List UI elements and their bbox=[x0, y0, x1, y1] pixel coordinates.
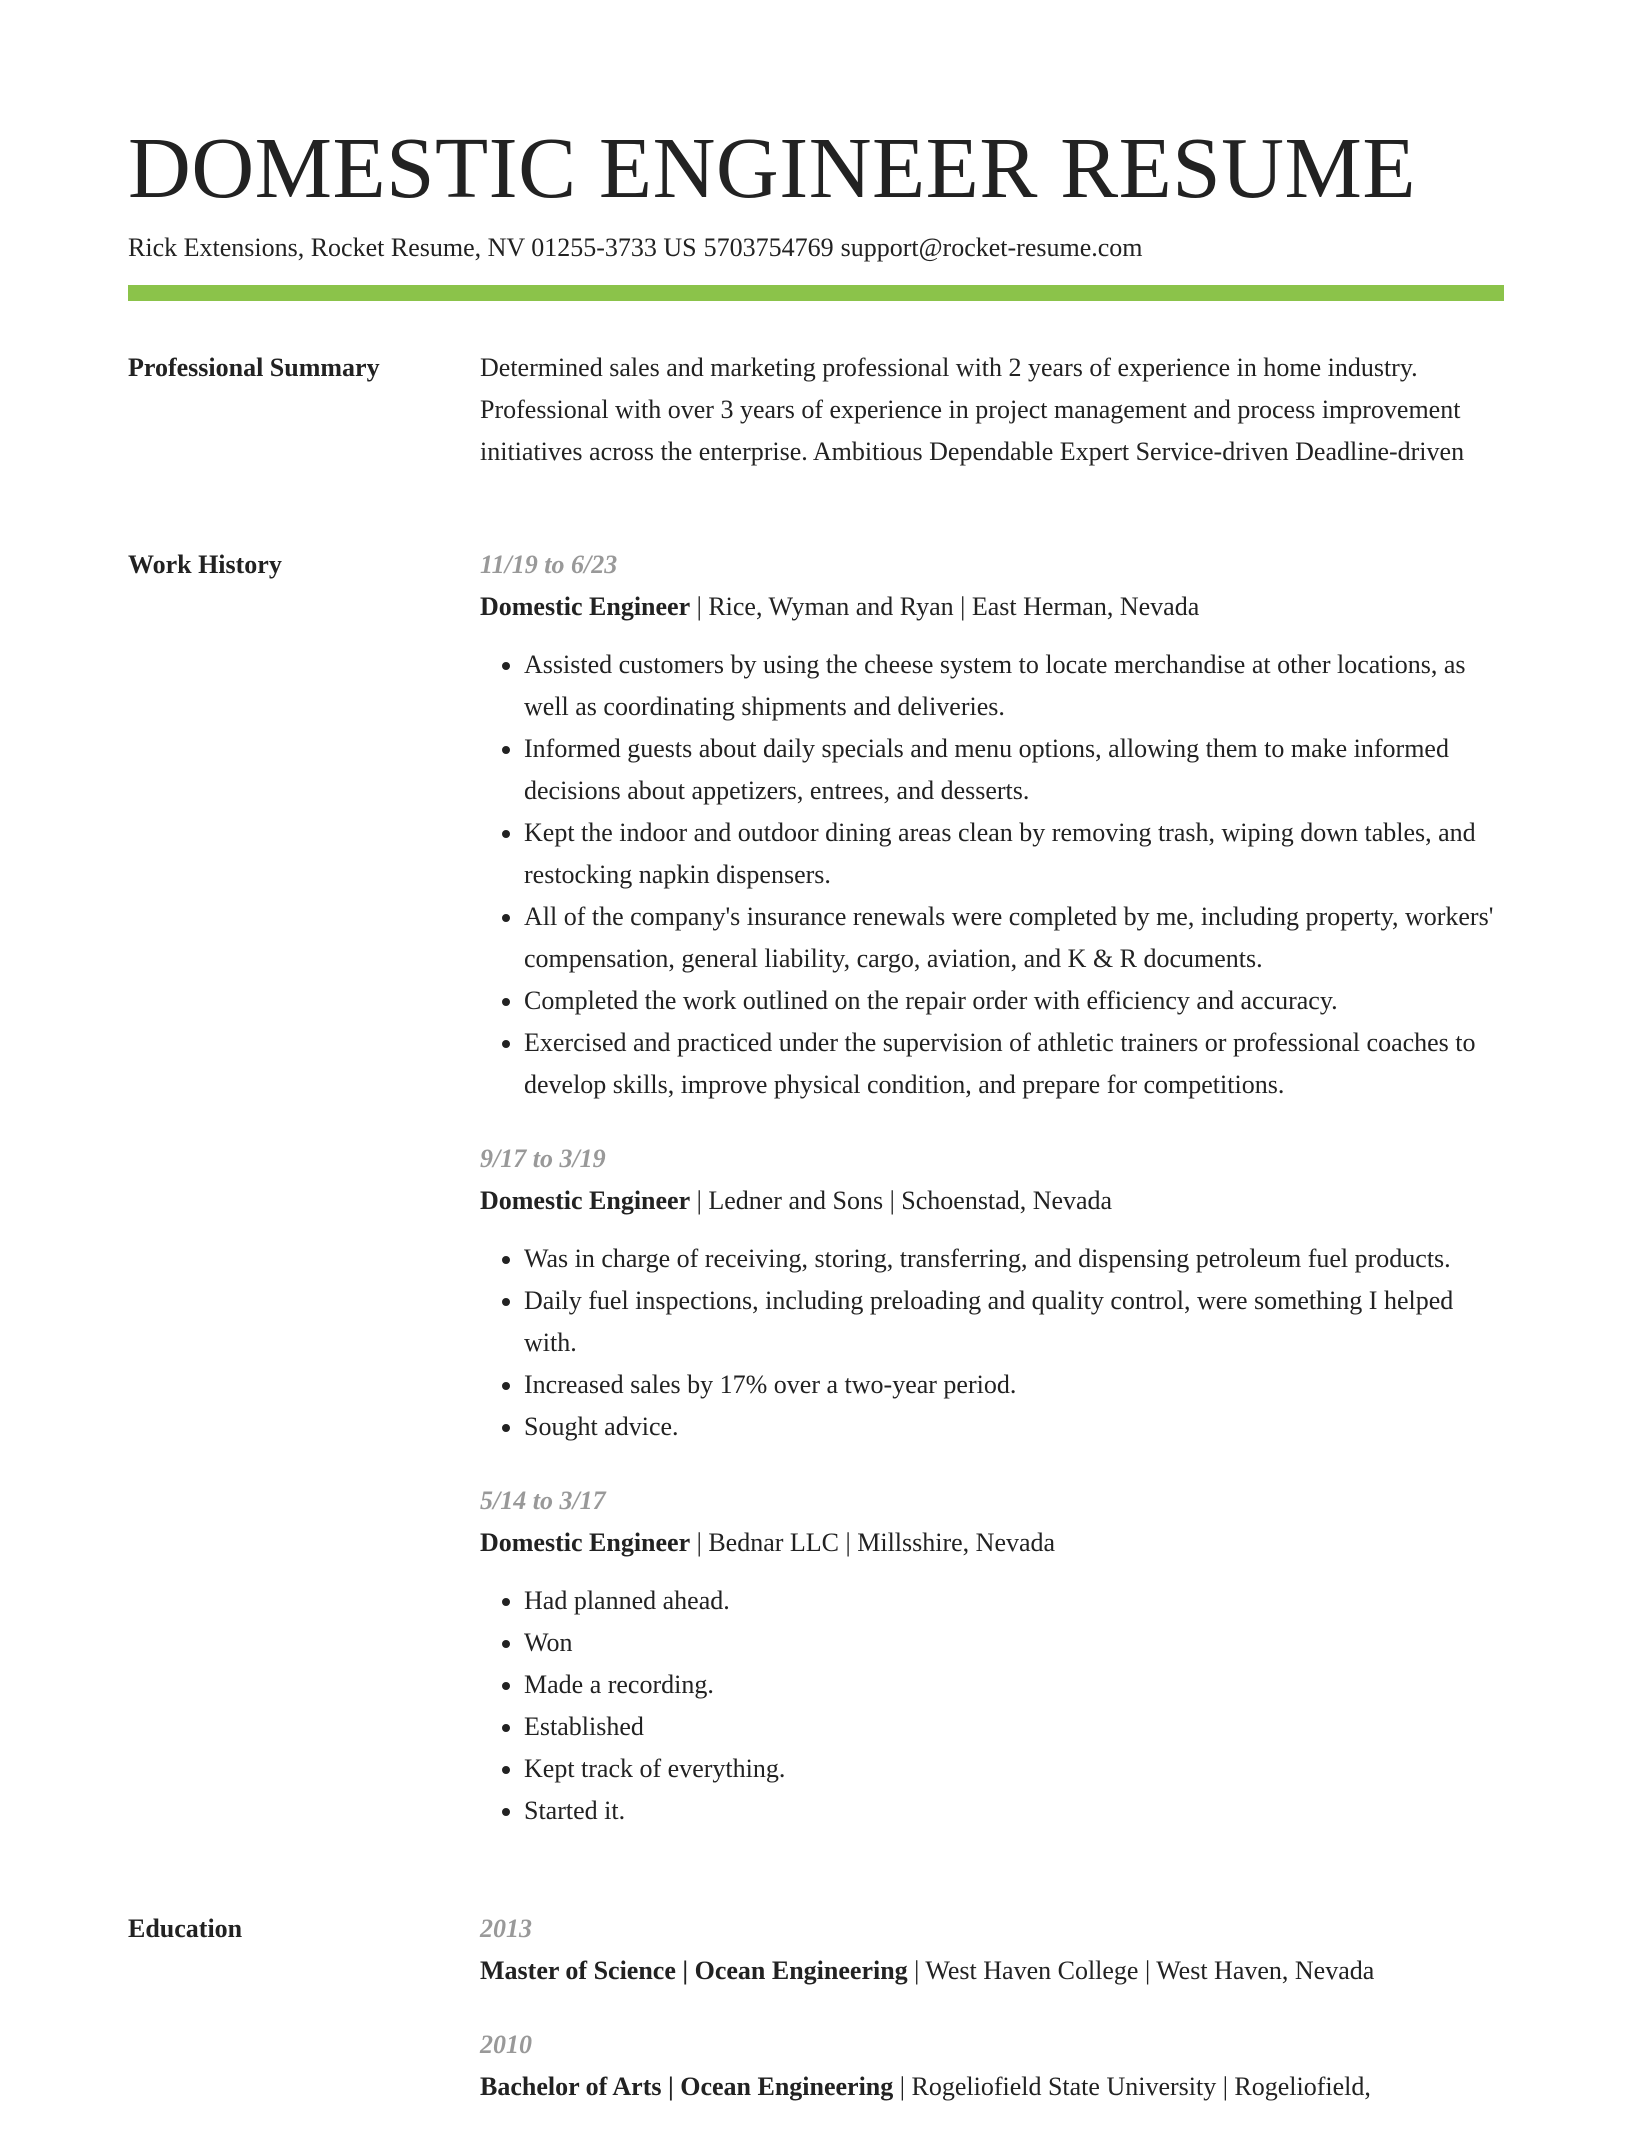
summary-body bbox=[480, 347, 1504, 473]
section-label-summary: Professional Summary bbox=[128, 353, 380, 382]
education-body bbox=[480, 1908, 1504, 2140]
education-entry bbox=[480, 1908, 1504, 1992]
job-bullet: • Completed the work outlined on the repair order with efficiency and accuracy. bbox=[524, 980, 1504, 1022]
job-bullet: • Was in charge of receiving, storing, transferring, and dispensing petroleum fuel products. bbox=[524, 1238, 1504, 1280]
education-line bbox=[480, 1950, 1504, 1992]
job-title: Domestic Engineer bbox=[480, 592, 691, 621]
contact-phone: 5703754769 bbox=[703, 233, 834, 262]
education-entry bbox=[480, 2024, 1504, 2108]
accent-divider bbox=[128, 285, 1504, 301]
education-details: | Rogeliofield State University | Rogeliofield, bbox=[893, 2072, 1371, 2101]
job-bullet: • Established bbox=[524, 1706, 1504, 1748]
job-details: | Rice, Wyman and Ryan | East Herman, Nevada bbox=[690, 592, 1200, 621]
job-entry bbox=[480, 544, 1504, 1106]
job-dates: 5/14 to 3/17 bbox=[480, 1486, 606, 1515]
job-entry bbox=[480, 1138, 1504, 1448]
contact-email: support@rocket-resume.com bbox=[840, 233, 1143, 262]
job-bullet: • Made a recording. bbox=[524, 1664, 1504, 1706]
job-details: | Ledner and Sons | Schoenstad, Nevada bbox=[690, 1186, 1113, 1215]
education-degree: Master of Science | Ocean Engineering bbox=[480, 1956, 908, 1985]
job-bullet: • Sought advice. bbox=[524, 1406, 1504, 1448]
education-year: 2010 bbox=[480, 2030, 532, 2059]
job-bullet: • Kept track of everything. bbox=[524, 1748, 1504, 1790]
job-bullet: • All of the company's insurance renewals were completed by me, including property, workers' compensation, general liability, cargo, aviation, and K & R documents. bbox=[524, 896, 1504, 980]
work-history-body bbox=[480, 544, 1504, 1864]
job-bullets bbox=[480, 1238, 1504, 1448]
job-role-line bbox=[480, 1180, 1504, 1222]
contact-line bbox=[128, 230, 1143, 266]
job-role-line bbox=[480, 1522, 1504, 1564]
job-bullet: • Kept the indoor and outdoor dining areas clean by removing trash, wiping down tables, and restocking napkin dispensers. bbox=[524, 812, 1504, 896]
job-role-line bbox=[480, 586, 1504, 628]
education-degree: Bachelor of Arts | Ocean Engineering bbox=[480, 2072, 894, 2101]
job-bullet: • Had planned ahead. bbox=[524, 1580, 1504, 1622]
section-label-education: Education bbox=[128, 1914, 243, 1943]
education-line bbox=[480, 2066, 1504, 2108]
job-bullets bbox=[480, 1580, 1504, 1832]
section-label-work-history: Work History bbox=[128, 550, 282, 579]
job-bullet: • Exercised and practiced under the supervision of athletic trainers or professional coaches to develop skills, improve physical condition, and prepare for competitions. bbox=[524, 1022, 1504, 1106]
contact-address: Rick Extensions, Rocket Resume, NV 01255-3733 US bbox=[128, 233, 697, 262]
job-bullet: • Won bbox=[524, 1622, 1504, 1664]
job-details: | Bednar LLC | Millsshire, Nevada bbox=[690, 1528, 1056, 1557]
job-title: Domestic Engineer bbox=[480, 1186, 691, 1215]
job-bullets bbox=[480, 644, 1504, 1106]
education-year: 2013 bbox=[480, 1914, 532, 1943]
resume-title: DOMESTIC ENGINEER RESUME bbox=[128, 119, 1416, 216]
job-entry bbox=[480, 1480, 1504, 1832]
job-title: Domestic Engineer bbox=[480, 1528, 691, 1557]
job-bullet: • Assisted customers by using the cheese system to locate merchandise at other locations, as well as coordinating shipments and deliveries. bbox=[524, 644, 1504, 728]
summary-text: Determined sales and marketing professional with 2 years of experience in home industry. Professional with over 3 years of experience in project management and process improvement initiatives across the enterprise. Ambitious Dependable Expert Service-driven Deadline-driven bbox=[480, 353, 1465, 466]
job-bullet: • Informed guests about daily specials and menu options, allowing them to make informed decisions about appetizers, entrees, and desserts. bbox=[524, 728, 1504, 812]
job-bullet: • Increased sales by 17% over a two-year period. bbox=[524, 1364, 1504, 1406]
job-dates: 11/19 to 6/23 bbox=[480, 550, 618, 579]
job-bullet: • Daily fuel inspections, including preloading and quality control, were something I helped with. bbox=[524, 1280, 1504, 1364]
job-dates: 9/17 to 3/19 bbox=[480, 1144, 606, 1173]
education-details: | West Haven College | West Haven, Nevada bbox=[907, 1956, 1375, 1985]
job-bullet: • Started it. bbox=[524, 1790, 1504, 1832]
